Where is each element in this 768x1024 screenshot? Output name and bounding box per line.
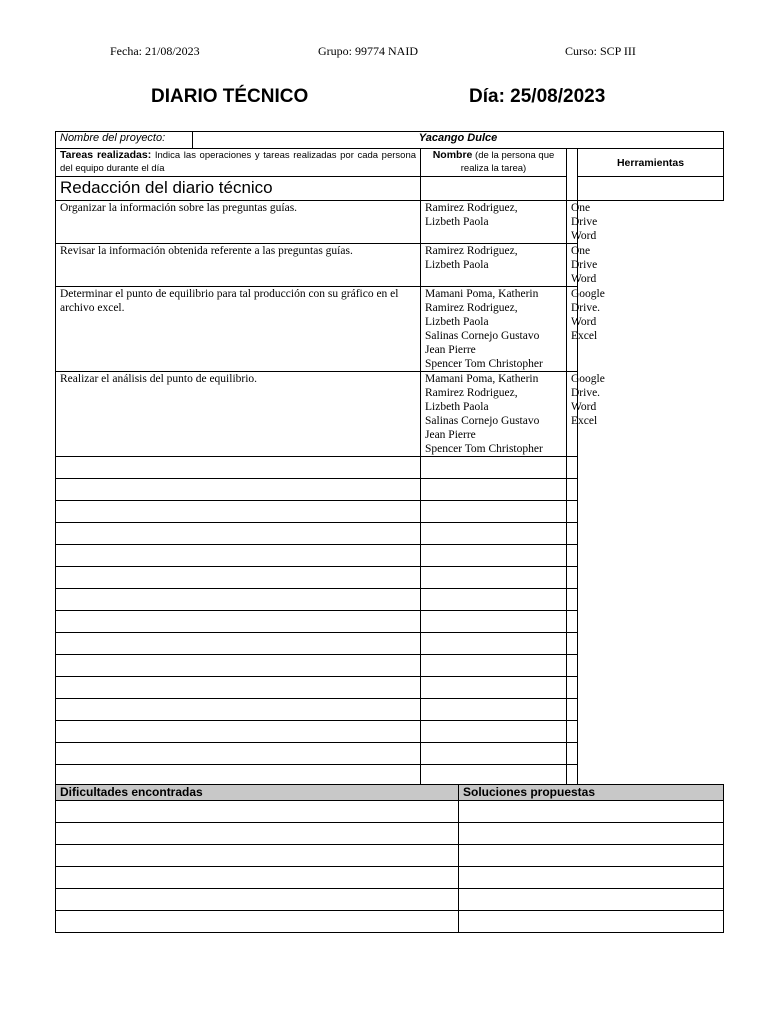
names-header-bold: Nombre xyxy=(432,149,473,161)
empty-row xyxy=(56,633,724,655)
page-title: DIARIO TÉCNICO xyxy=(151,86,309,107)
empty-names-cell[interactable] xyxy=(421,545,567,567)
empty-tools-cell[interactable] xyxy=(567,633,578,655)
empty-names-cell[interactable] xyxy=(421,611,567,633)
curso-text: Curso: SCP III xyxy=(565,44,636,58)
section-tools-cell xyxy=(578,177,724,201)
empty-tools-cell[interactable] xyxy=(567,743,578,765)
difficulty-cell[interactable] xyxy=(56,889,459,911)
empty-row xyxy=(56,743,724,765)
empty-names-cell[interactable] xyxy=(421,589,567,611)
empty-task-cell[interactable] xyxy=(56,589,421,611)
empty-task-cell[interactable] xyxy=(56,721,421,743)
empty-names-cell[interactable] xyxy=(421,523,567,545)
empty-row xyxy=(56,699,724,721)
solution-cell[interactable] xyxy=(459,867,724,889)
difficulty-cell[interactable] xyxy=(56,845,459,867)
tasks-header xyxy=(56,149,421,177)
tools-cell: One Drive Word xyxy=(567,201,578,244)
task-cell: Realizar el análisis del punto de equilibrio. xyxy=(56,372,421,457)
spacer-column xyxy=(567,149,578,201)
empty-names-cell[interactable] xyxy=(421,699,567,721)
empty-names-cell[interactable] xyxy=(421,633,567,655)
section-title: Redacción del diario técnico xyxy=(56,177,421,201)
solution-cell[interactable] xyxy=(459,845,724,867)
tasks-header-bold: Tareas realizadas: xyxy=(60,149,152,161)
empty-task-cell[interactable] xyxy=(56,545,421,567)
empty-row xyxy=(56,721,724,743)
empty-tools-cell[interactable] xyxy=(567,457,578,479)
empty-names-cell[interactable] xyxy=(421,567,567,589)
empty-task-cell[interactable] xyxy=(56,743,421,765)
difficulty-row xyxy=(56,889,724,911)
difficulty-row xyxy=(56,845,724,867)
empty-tools-cell[interactable] xyxy=(567,655,578,677)
empty-row xyxy=(56,457,724,479)
fecha-text: Fecha: 21/08/2023 xyxy=(110,44,200,58)
difficulty-cell[interactable] xyxy=(56,867,459,889)
empty-row xyxy=(56,655,724,677)
empty-names-cell[interactable] xyxy=(421,743,567,765)
empty-task-cell[interactable] xyxy=(56,677,421,699)
empty-tools-cell[interactable] xyxy=(567,611,578,633)
empty-names-cell[interactable] xyxy=(421,479,567,501)
difficulty-cell[interactable] xyxy=(56,823,459,845)
tools-cell: Google Drive. Word Excel xyxy=(567,287,578,372)
empty-tools-cell[interactable] xyxy=(567,721,578,743)
names-cell: Mamani Poma, Katherin Ramirez Rodriguez, Lizbeth Paola Salinas Cornejo Gustavo Jean Pierre Spencer Tom Christopher xyxy=(421,287,567,372)
solution-cell[interactable] xyxy=(459,911,724,933)
date-title: Día: 25/08/2023 xyxy=(469,86,606,107)
empty-row xyxy=(56,611,724,633)
empty-row xyxy=(56,589,724,611)
empty-row xyxy=(56,677,724,699)
difficulty-row xyxy=(56,801,724,823)
tools-header: Herramientas xyxy=(578,149,724,177)
solution-cell[interactable] xyxy=(459,889,724,911)
empty-names-cell[interactable] xyxy=(421,655,567,677)
empty-names-cell[interactable] xyxy=(421,721,567,743)
empty-task-cell[interactable] xyxy=(56,479,421,501)
grupo-text: Grupo: 99774 NAID xyxy=(318,44,418,58)
project-name: Yacango Dulce xyxy=(193,132,724,149)
difficulty-row xyxy=(56,911,724,933)
empty-task-cell[interactable] xyxy=(56,523,421,545)
empty-task-cell[interactable] xyxy=(56,457,421,479)
task-cell: Revisar la información obtenida referente a las preguntas guías. xyxy=(56,244,421,287)
section-names-cell xyxy=(421,177,567,201)
names-cell: Ramirez Rodriguez, Lizbeth Paola xyxy=(421,201,567,244)
table-row xyxy=(56,201,724,244)
empty-task-cell[interactable] xyxy=(56,699,421,721)
solution-cell[interactable] xyxy=(459,823,724,845)
tasks-header-desc: Indica las operaciones y tareas realizadas por cada persona del equipo durante el día xyxy=(60,150,417,174)
empty-row xyxy=(56,545,724,567)
solution-cell[interactable] xyxy=(459,801,724,823)
difficulties-table xyxy=(55,784,724,933)
empty-tools-cell[interactable] xyxy=(567,479,578,501)
table-row xyxy=(56,372,724,457)
empty-names-cell[interactable] xyxy=(421,677,567,699)
names-cell: Ramirez Rodriguez, Lizbeth Paola xyxy=(421,244,567,287)
empty-tools-cell[interactable] xyxy=(567,523,578,545)
empty-row xyxy=(56,479,724,501)
difficulty-cell[interactable] xyxy=(56,801,459,823)
empty-row xyxy=(56,567,724,589)
task-cell: Determinar el punto de equilibrio para tal producción con su gráfico en el archivo excel. xyxy=(56,287,421,372)
table-row xyxy=(56,287,724,372)
empty-tools-cell[interactable] xyxy=(567,677,578,699)
empty-tools-cell[interactable] xyxy=(567,501,578,523)
empty-tools-cell[interactable] xyxy=(567,545,578,567)
empty-tools-cell[interactable] xyxy=(567,589,578,611)
empty-names-cell[interactable] xyxy=(421,457,567,479)
tools-cell: Google Drive. Word Excel xyxy=(567,372,578,457)
tools-cell: One Drive Word xyxy=(567,244,578,287)
names-cell: Mamani Poma, Katherin Ramirez Rodriguez, Lizbeth Paola Salinas Cornejo Gustavo Jean Pierre Spencer Tom Christopher xyxy=(421,372,567,457)
empty-names-cell[interactable] xyxy=(421,501,567,523)
solutions-header: Soluciones propuestas xyxy=(459,785,724,801)
names-header-desc: (de la persona que realiza la tarea) xyxy=(460,150,555,174)
empty-task-cell[interactable] xyxy=(56,633,421,655)
empty-tools-cell[interactable] xyxy=(567,699,578,721)
empty-task-cell[interactable] xyxy=(56,655,421,677)
difficulty-row xyxy=(56,867,724,889)
empty-row xyxy=(56,523,724,545)
empty-task-cell[interactable] xyxy=(56,567,421,589)
names-header xyxy=(421,149,567,177)
task-cell: Organizar la información sobre las preguntas guías. xyxy=(56,201,421,244)
empty-task-cell[interactable] xyxy=(56,501,421,523)
difficulty-cell[interactable] xyxy=(56,911,459,933)
difficulty-row xyxy=(56,823,724,845)
table-row xyxy=(56,244,724,287)
difficulties-header: Dificultades encontradas xyxy=(56,785,459,801)
empty-task-cell[interactable] xyxy=(56,611,421,633)
task-table xyxy=(55,131,724,787)
empty-tools-cell[interactable] xyxy=(567,567,578,589)
project-label: Nombre del proyecto: xyxy=(56,132,193,149)
empty-row xyxy=(56,501,724,523)
